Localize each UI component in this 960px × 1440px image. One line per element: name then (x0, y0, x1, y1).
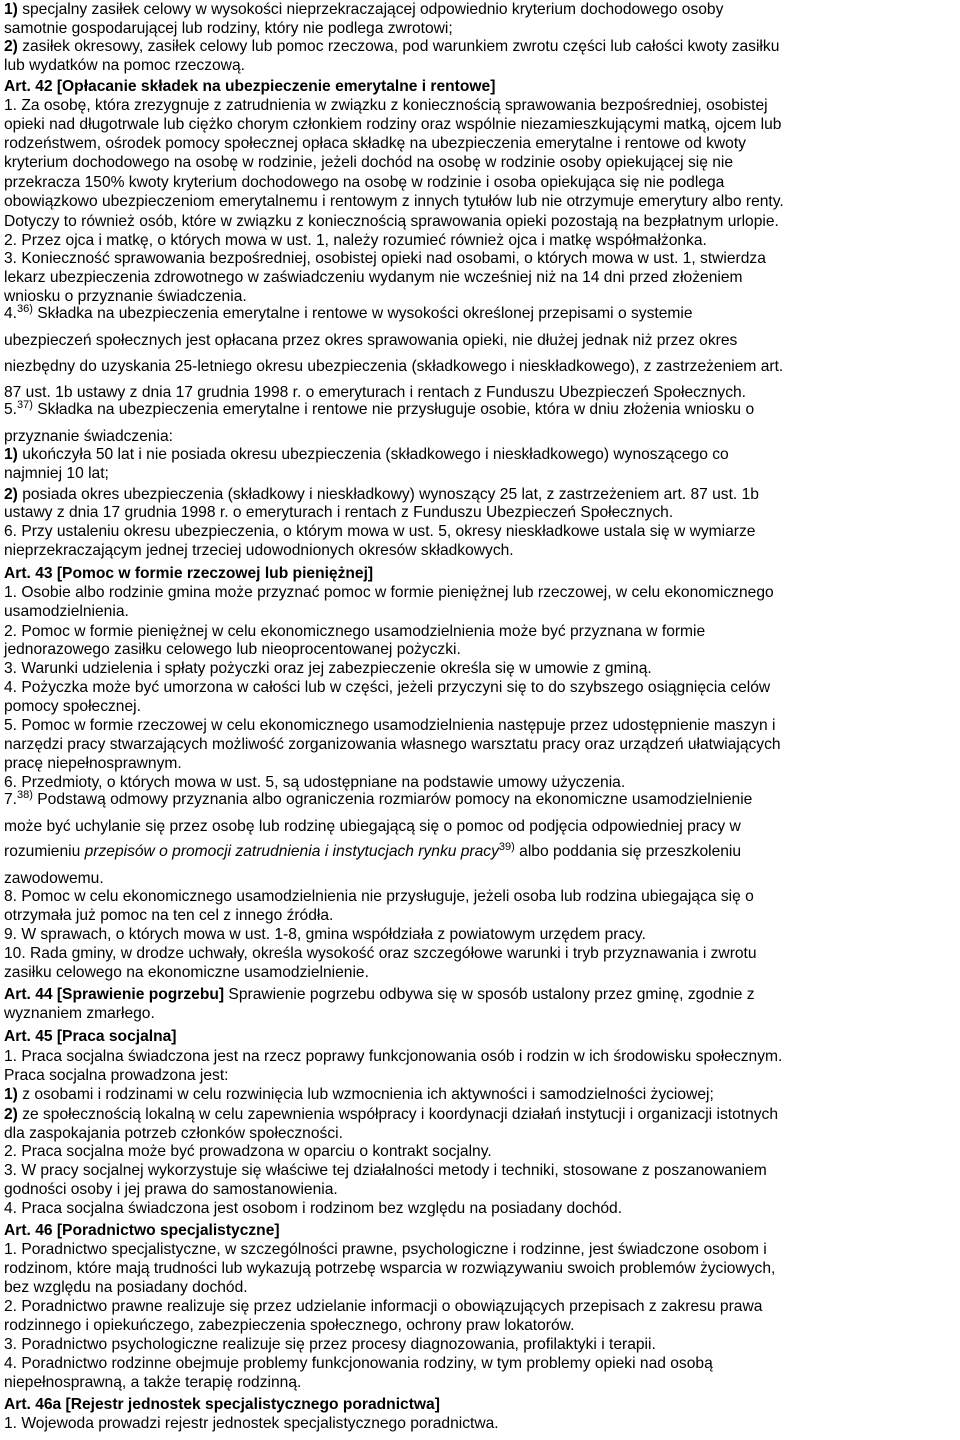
text-line (4, 1374, 301, 1392)
plain-text: ukończyła 50 lat i nie posiada okresu ubezpieczenia (składkowego i nieskładkowego) wynoszącego co (17, 446, 729, 463)
text-line (4, 964, 369, 982)
text-line (4, 57, 245, 75)
plain-text: zasiłku celowego na ekonomiczne usamodzielnienie. (4, 964, 369, 981)
plain-text: lub wydatków na pomoc rzeczową. (4, 57, 245, 74)
plain-text: najmniej 10 lat; (4, 465, 109, 482)
plain-text: zasiłek okresowy, zasiłek celowy lub pomoc rzeczowa, pod warunkiem zwrotu części lub całości kwoty zasiłku (17, 38, 780, 55)
plain-text: Składka na ubezpieczenia emerytalne i rentowe nie przysługuje osobie, która w dniu złożenia wniosku o (32, 401, 755, 418)
plain-text: 4. Poradnictwo rodzinne obejmuje problemy funkcjonowania rodziny, w tym problemy opieki nad osobą (4, 1355, 713, 1372)
plain-text: 4. Pożyczka może być umorzona w całości lub w części, jeżeli przyczyni się to do szybszego osiągnięcia celów (4, 679, 771, 696)
plain-text: rodzinom, które mają trudności lub wykazują potrzebę wsparcia w rozwiązywaniu swoich problemów życiowych, (4, 1260, 776, 1277)
plain-text: rodzeństwem, ośrodek pomocy społecznej opłaca składkę na ubezpieczenia emerytalne i rentowe od kwoty (4, 135, 746, 152)
plain-text: obowiązkowo ubezpieczeniom emerytalnemu i rentowym z innych tytułów lub nie otrzymuje emerytury albo renty. (4, 193, 784, 210)
plain-text: samotnie gospodarującej lub rodziny, który nie podlega zwrotowi; (4, 20, 453, 37)
text-line (4, 843, 741, 862)
text-line (4, 1086, 714, 1104)
plain-text: 4. (4, 305, 18, 322)
text-line (4, 384, 746, 402)
text-line (4, 791, 752, 810)
text-line (4, 1143, 492, 1161)
bold-text: Art. 42 [Opłacanie składek na ubezpieczenie emerytalne i rentowe] (4, 78, 496, 95)
text-line (4, 755, 182, 773)
plain-text: lekarz ubezpieczenia zdrowotnego w zaświadczeniu wydanym nie wcześniej niż na 14 dni przed złożeniem (4, 269, 743, 286)
plain-text: 2. Praca socjalna może być prowadzona w oparciu o kontrakt socjalny. (4, 1143, 492, 1160)
text-line (4, 888, 754, 906)
text-line (4, 135, 746, 153)
plain-text: 3. Poradnictwo psychologiczne realizuje się przez procesy diagnozowania, profilaktyki i terapii. (4, 1336, 656, 1353)
text-line (4, 603, 129, 621)
text-line (4, 1067, 229, 1085)
text-line (4, 288, 247, 306)
text-line (4, 542, 514, 560)
text-line (4, 428, 173, 446)
text-line (4, 116, 781, 134)
text-line (4, 1279, 248, 1297)
text-line (4, 1028, 176, 1046)
plain-text: Sprawienie pogrzebu odbywa się w sposób ustalony przez gminę, zgodnie z (224, 986, 755, 1003)
plain-text: 6. Przy ustaleniu okresu ubezpieczenia, o którym mowa w ust. 5, okresy nieskładkowe ustala się w wymiarze (4, 523, 756, 540)
text-line (4, 1048, 782, 1066)
text-line (4, 97, 768, 115)
plain-text: rodzinnego i opiekuńczego, zabezpieczenia społecznego, ochrony praw lokatorów. (4, 1317, 575, 1334)
italic-text: przepisów o promocji zatrudnienia i instytucjach rynku pracy (84, 843, 499, 860)
text-line (4, 717, 775, 735)
plain-text: 3. Warunki udzielenia i spłaty pożyczki oraz jej zabezpieczenie określa się w umowie z gminą. (4, 660, 652, 677)
plain-text: 2. Pomoc w formie pieniężnej w celu ekonomicznego usamodzielnienia może być przyznana w formie (4, 623, 706, 640)
text-line (4, 154, 733, 172)
plain-text: 1. Osobie albo rodzinie gmina może przyznać pomoc w formie pieniężnej lub rzeczowej, w celu ekonomicznego (4, 584, 774, 601)
text-line (4, 78, 495, 96)
plain-text: 5. Pomoc w formie rzeczowej w celu ekonomicznego usamodzielnienia następuje przez udostępnienie maszyn i (4, 717, 776, 734)
plain-text: 2. Poradnictwo prawne realizuje się przez udzielanie informacji o obowiązujących przepisach z zakresu prawa (4, 1298, 763, 1315)
text-line (4, 623, 705, 641)
plain-text: godności osoby i jej prawa do samostanowienia. (4, 1181, 338, 1198)
text-line (4, 174, 724, 192)
plain-text: posiada okres ubezpieczenia (składkowy i nieskładkowy) wynoszący 25 lat, z zastrzeżeniem art. 87 ust. 1b (17, 486, 759, 503)
text-line (4, 38, 779, 56)
text-line (4, 565, 373, 583)
text-line (4, 1396, 440, 1414)
text-line (4, 1005, 155, 1023)
plain-text: 4. Praca socjalna świadczona jest osobom i rodzinom bez względu na posiadany dochód. (4, 1200, 623, 1217)
footnote-marker: 39) (498, 841, 515, 853)
text-line (4, 446, 729, 464)
text-line (4, 1200, 622, 1218)
plain-text: jednorazowego zasiłku celowego lub nieoprocentowanej pożyczki. (4, 641, 461, 658)
footnote-marker: 36) (17, 303, 33, 315)
bold-text: 1) (4, 1, 18, 18)
text-line (4, 486, 759, 504)
plain-text: narzędzi pracy stwarzających możliwość zorganizowania własnego warsztatu pracy oraz urządzeń ułatwiających (4, 736, 781, 753)
plain-text: 1. Wojewoda prowadzi rejestr jednostek specjalistycznego poradnictwa. (4, 1415, 499, 1432)
text-line (4, 305, 693, 324)
text-line (4, 250, 766, 268)
text-line (4, 1181, 338, 1199)
text-line (4, 1355, 713, 1373)
text-line (4, 1260, 775, 1278)
text-line (4, 1415, 499, 1433)
bold-text: Art. 46a [Rejestr jednostek specjalistycznego poradnictwa] (4, 1396, 440, 1413)
plain-text: 5. (4, 401, 18, 418)
plain-text: pomocy społecznej. (4, 698, 141, 715)
bold-text: 2) (4, 1106, 18, 1123)
footnote-marker: 37) (17, 399, 33, 411)
plain-text: 1. Poradnictwo specjalistyczne, w szczególności prawne, psychologiczne i rodzinne, jest świadczone osobom i (4, 1241, 767, 1258)
text-line (4, 818, 741, 836)
plain-text: Składka na ubezpieczenia emerytalne i rentowe w wysokości określonej przepisami o systemie (32, 305, 693, 322)
bold-text: 2) (4, 38, 18, 55)
footnote-marker: 38) (17, 789, 33, 801)
text-line (4, 774, 625, 792)
plain-text: z osobami i rodzinami w celu rozwinięcia lub wzmocnienia ich aktywności i samodzielności życiowej; (17, 1086, 714, 1103)
plain-text: 10. Rada gminy, w drodze uchwały, określa wysokość oraz szczegółowe warunki i tryb przyznawania i zwrotu (4, 945, 757, 962)
plain-text: bez względu na posiadany dochód. (4, 1279, 248, 1296)
text-line (4, 986, 755, 1004)
plain-text: dla zaspokajania potrzeb członków społeczności. (4, 1125, 343, 1142)
bold-text: 2) (4, 486, 18, 503)
plain-text: niezbędny do uzyskania 25-letniego okresu ubezpieczenia (składkowego i nieskładkowego), z zastrzeżeniem art. (4, 358, 784, 375)
plain-text: niepełnosprawną, a także terapię rodzinną. (4, 1374, 302, 1391)
text-line (4, 1336, 656, 1354)
plain-text: wyznaniem zmarłego. (4, 1005, 155, 1022)
plain-text: wniosku o przyznanie świadczenia. (4, 288, 247, 305)
plain-text: 2. Przez ojca i matkę, o których mowa w ust. 1, należy rozumieć również ojca i matkę współmałżonka. (4, 232, 707, 249)
plain-text: 87 ust. 1b ustawy z dnia 17 grudnia 1998 r. o emeryturach i rentach z Funduszu Ubezpieczeń Społecznych. (4, 384, 746, 401)
plain-text: opieki nad długotrwale lub ciężko chorym członkiem rodziny oraz wspólnie niezamieszkującymi matką, ojcem lub (4, 116, 782, 133)
text-line (4, 660, 652, 678)
plain-text: specjalny zasiłek celowy w wysokości nieprzekraczającej odpowiednio kryterium dochodowego osoby (17, 1, 724, 18)
text-line (4, 1222, 280, 1240)
text-line (4, 332, 737, 350)
plain-text: 1. Praca socjalna świadczona jest na rzecz poprawy funkcjonowania osób i rodzin w ich środowisku społecznym. (4, 1048, 783, 1065)
text-line (4, 698, 141, 716)
text-line (4, 523, 755, 541)
bold-text: 1) (4, 446, 18, 463)
text-line (4, 679, 770, 697)
text-line (4, 504, 673, 522)
bold-text: Art. 46 [Poradnictwo specjalistyczne] (4, 1222, 280, 1239)
text-line (4, 1241, 767, 1259)
text-line (4, 584, 774, 602)
plain-text: Dotyczy to również osób, które w związku z koniecznością sprawowania opieki pozostają na bezpłatnym urlopie. (4, 213, 779, 230)
plain-text: Podstawą odmowy przyznania albo ograniczenia rozmiarów pomocy na ekonomiczne usamodzielnienie (32, 791, 753, 808)
bold-text: Art. 44 [Sprawienie pogrzebu] (4, 986, 225, 1003)
text-line (4, 213, 779, 231)
text-line (4, 641, 461, 659)
text-line (4, 1317, 574, 1335)
bold-text: Art. 43 [Pomoc w formie rzeczowej lub pieniężnej] (4, 565, 374, 582)
plain-text: rozumieniu (4, 843, 85, 860)
text-line (4, 1298, 762, 1316)
plain-text: ubezpieczeń społecznych jest opłacana przez okres sprawowania opieki, nie dłużej jednak niż przez okres (4, 332, 738, 349)
text-line (4, 193, 784, 211)
text-line (4, 1162, 767, 1180)
text-line (4, 1, 723, 19)
plain-text: nieprzekraczającym jednej trzeciej udowodnionych okresów składkowych. (4, 542, 514, 559)
text-line (4, 736, 781, 754)
plain-text: przekracza 150% kwoty kryterium dochodowego na osobę w rodzinie i osoba opiekująca się nie podlega (4, 174, 725, 191)
text-line (4, 1106, 778, 1124)
plain-text: usamodzielnienia. (4, 603, 129, 620)
text-line (4, 20, 453, 38)
plain-text: 9. W sprawach, o których mowa w ust. 1-8, gmina współdziała z powiatowym urzędem pracy. (4, 926, 646, 943)
plain-text: Praca socjalna prowadzona jest: (4, 1067, 229, 1084)
plain-text: zawodowemu. (4, 870, 104, 887)
bold-text: 1) (4, 1086, 18, 1103)
plain-text: ustawy z dnia 17 grudnia 1998 r. o emeryturach i rentach z Funduszu Ubezpieczeń Społecznych. (4, 504, 674, 521)
text-line (4, 870, 104, 888)
plain-text: otrzymała już pomoc na ten cel z innego źródła. (4, 907, 334, 924)
plain-text: 3. W pracy socjalnej wykorzystuje się właściwe tej działalności metody i techniki, stosowane z poszanowaniem (4, 1162, 767, 1179)
plain-text: 1. Za osobę, która zrezygnuje z zatrudnienia w związku z koniecznością sprawowania bezpośredniej, osobistej (4, 97, 768, 114)
text-line (4, 465, 109, 483)
text-line (4, 269, 743, 287)
text-line (4, 401, 754, 420)
plain-text: pracę niepełnosprawnym. (4, 755, 182, 772)
plain-text: 3. Konieczność sprawowania bezpośredniej, osobistej opieki nad osobami, o których mowa w ust. 1, stwierdza (4, 250, 766, 267)
bold-text: Art. 45 [Praca socjalna] (4, 1028, 177, 1045)
plain-text: ze społecznością lokalną w celu zapewnienia współpracy i koordynacji działań instytucji i organizacji istotnych (17, 1106, 779, 1123)
text-line (4, 232, 707, 250)
text-line (4, 1125, 343, 1143)
plain-text: albo poddania się przeszkoleniu (514, 843, 742, 860)
text-line (4, 945, 757, 963)
plain-text: 7. (4, 791, 18, 808)
plain-text: kryterium dochodowego na osobę w rodzinie, jeżeli dochód na osobę w rodzinie osoby opiekującej się nie (4, 154, 734, 171)
text-line (4, 907, 333, 925)
plain-text: 6. Przedmioty, o których mowa w ust. 5, są udostępniane na podstawie umowy użyczenia. (4, 774, 626, 791)
plain-text: przyznanie świadczenia: (4, 428, 174, 445)
plain-text: może być uchylanie się przez osobę lub rodzinę ubiegającą się o pomoc od podjęcia odpowiedniej pracy w (4, 818, 741, 835)
text-line (4, 926, 646, 944)
text-line (4, 358, 783, 376)
plain-text: 8. Pomoc w celu ekonomicznego usamodzielnienia nie przysługuje, jeżeli osoba lub rodzina ubiegająca się o (4, 888, 754, 905)
